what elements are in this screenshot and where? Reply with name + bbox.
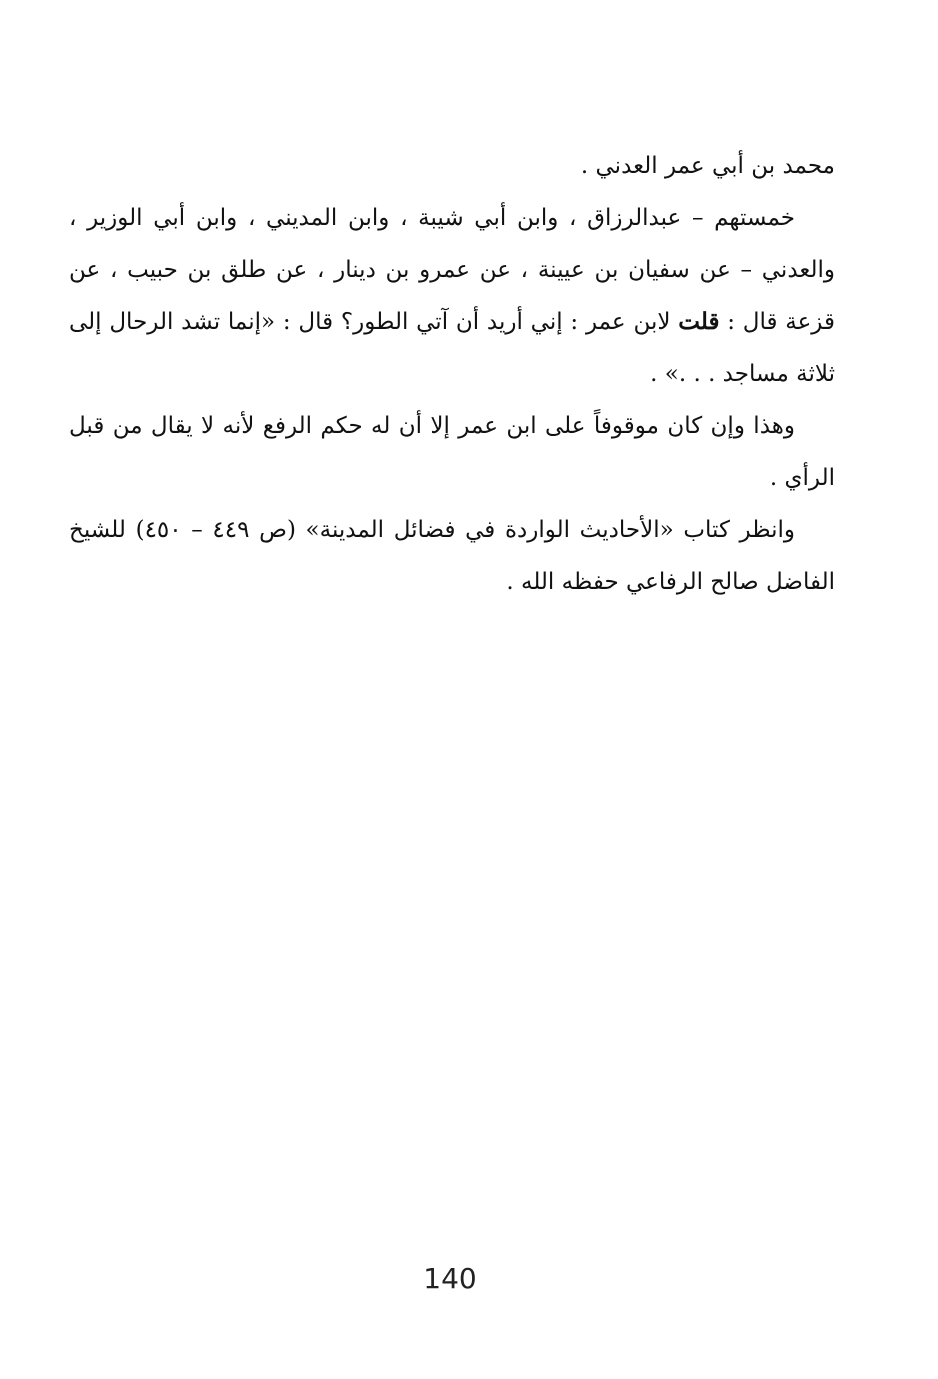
paragraph-4-text: وانظر كتاب «الأحاديث الواردة في فضائل المدينة» (ص ٤٤٩ – ٤٥٠) للشيخ الفاضل صالح الرفاعي حفظه الله . — [69, 517, 835, 595]
paragraph-2 — [69, 192, 835, 400]
paragraph-2-bold-word: قلت — [678, 308, 720, 335]
paragraph-2-text-a: خمستهم – عبدالرزاق ، وابن أبي شيبة ، وابن المديني ، وابن أبي الوزير ، والعدني – عن سفيان بن عيينة ، عن عمرو بن دينار ، عن طلق بن حبيب ، عن قزعة قال : — [69, 205, 835, 335]
paragraph-4 — [69, 504, 835, 608]
paragraph-3-text: وهذا وإن كان موقوفاً على ابن عمر إلا أن له حكم الرفع لأنه لا يقال من قبل الرأي . — [69, 413, 835, 491]
paragraph-1 — [69, 140, 835, 192]
paragraph-1-text: محمد بن أبي عمر العدني . — [580, 153, 835, 179]
page-number: 140 — [423, 1262, 477, 1295]
body-text — [69, 140, 835, 608]
paragraph-2-text-b: لابن عمر : إني أريد أن آتي الطور؟ قال : «إنما تشد الرحال إلى ثلاثة مساجد . . .» . — [69, 309, 835, 387]
paragraph-3 — [69, 400, 835, 504]
